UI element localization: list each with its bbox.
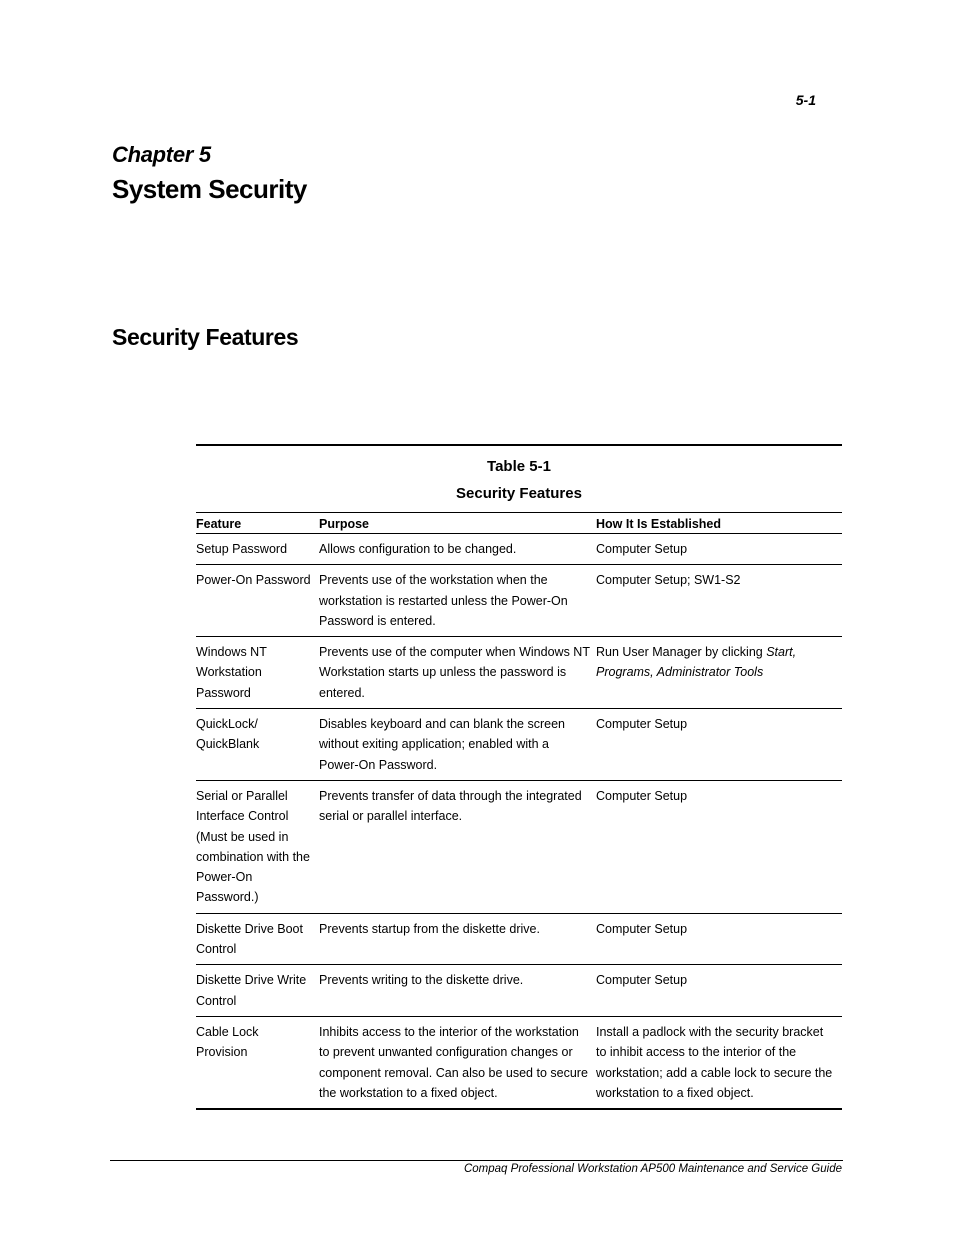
established-cell: Computer Setup bbox=[596, 709, 842, 781]
feature-cell: Diskette Drive Write Control bbox=[196, 965, 319, 1017]
established-cell: Install a padlock with the security bracket to inhibit access to the interior of the workstation; add a cable lock to secure the workstation to a fixed object. bbox=[596, 1016, 842, 1109]
purpose-cell: Prevents startup from the diskette drive. bbox=[319, 913, 596, 965]
footer-divider bbox=[110, 1160, 843, 1161]
feature-cell: Diskette Drive Boot Control bbox=[196, 913, 319, 965]
feature-cell: Power-On Password bbox=[196, 565, 319, 637]
table-row bbox=[196, 709, 842, 781]
chapter-title: System Security bbox=[112, 174, 307, 204]
purpose-cell: Prevents transfer of data through the integrated serial or parallel interface. bbox=[319, 780, 596, 913]
table-row bbox=[196, 534, 842, 565]
established-cell: Computer Setup bbox=[596, 780, 842, 913]
table-row bbox=[196, 913, 842, 965]
established-cell: Computer Setup bbox=[596, 913, 842, 965]
column-header-established: How It Is Established bbox=[596, 513, 842, 534]
section-title: Security Features bbox=[112, 324, 299, 350]
feature-cell: QuickLock/ QuickBlank bbox=[196, 709, 319, 781]
column-header-feature: Feature bbox=[196, 513, 319, 534]
table-row bbox=[196, 1016, 842, 1109]
page-number: 5-1 bbox=[795, 92, 816, 108]
table-header-row bbox=[196, 513, 842, 534]
established-menu-path: Start, Programs, Administrator Tools bbox=[596, 645, 797, 680]
established-cell: Computer Setup; SW1-S2 bbox=[596, 565, 842, 637]
security-features-table bbox=[196, 512, 842, 1110]
purpose-cell: Prevents use of the workstation when the workstation is restarted unless the Power-On Password is entered. bbox=[319, 565, 596, 637]
security-features-table-block bbox=[196, 444, 842, 1110]
purpose-cell: Prevents writing to the diskette drive. bbox=[319, 965, 596, 1017]
purpose-cell: Prevents use of the computer when Windows NT Workstation starts up unless the password is entered. bbox=[319, 637, 596, 709]
footer-text: Compaq Professional Workstation AP500 Maintenance and Service Guide bbox=[463, 1163, 842, 1175]
chapter-label: Chapter 5 bbox=[112, 142, 211, 167]
purpose-cell: Inhibits access to the interior of the workstation to prevent unwanted configuration changes or component removal. Can also be used to secure the workstation to a fixed object. bbox=[319, 1016, 596, 1109]
table-caption: Security Features bbox=[456, 485, 582, 502]
purpose-cell: Disables keyboard and can blank the screen without exiting application; enabled with a Power-On Password. bbox=[319, 709, 596, 781]
column-header-purpose: Purpose bbox=[319, 513, 596, 534]
established-text: Run User Manager by clicking bbox=[596, 645, 767, 660]
table-row bbox=[196, 965, 842, 1017]
table-row bbox=[196, 780, 842, 913]
table-number: Table 5-1 bbox=[487, 458, 551, 475]
table-row bbox=[196, 637, 842, 709]
established-cell: Computer Setup bbox=[596, 534, 842, 565]
feature-cell: Serial or Parallel Interface Control (Must be used in combination with the Power-On Password.) bbox=[196, 780, 319, 913]
table-row bbox=[196, 565, 842, 637]
feature-cell: Windows NT Workstation Password bbox=[196, 637, 319, 709]
established-cell bbox=[596, 637, 842, 709]
feature-cell: Cable Lock Provision bbox=[196, 1016, 319, 1109]
purpose-cell: Allows configuration to be changed. bbox=[319, 534, 596, 565]
established-cell: Computer Setup bbox=[596, 965, 842, 1017]
feature-cell: Setup Password bbox=[196, 534, 319, 565]
